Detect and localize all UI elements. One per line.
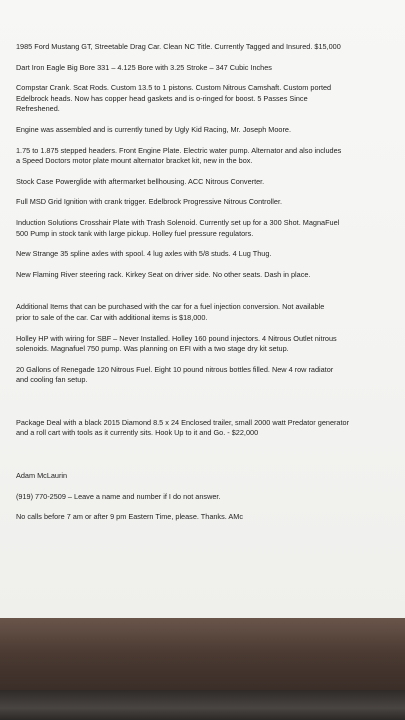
desk-edge: [0, 690, 405, 720]
paragraph: [16, 83, 391, 115]
paragraph: [16, 302, 391, 323]
paragraph: [16, 42, 391, 53]
spacer: [16, 396, 391, 418]
paragraph: [16, 249, 391, 260]
paragraph: [16, 334, 391, 355]
text-line: Package Deal with a black 2015 Diamond 8.5 x 24 Enclosed trailer, small 2000 watt Predator generator: [16, 417, 350, 427]
paragraph: [16, 218, 391, 239]
text-line: Additional Items that can be purchased with the car for a fuel injection conversion. Not available: [16, 302, 325, 312]
contact-hours: No calls before 7 am or after 9 pm Eastern Time, please. Thanks. AMc: [16, 512, 243, 522]
text-line: solenoids. Magnafuel 750 pump. Was planning on EFI with a two stage dry kit setup.: [16, 344, 289, 354]
contact-block: [16, 471, 391, 523]
package-deal: [16, 418, 391, 439]
text-line: New Flaming River steering rack. Kirkey Seat on driver side. No other seats. Dash in place.: [16, 269, 311, 279]
text-line: Full MSD Grid Ignition with crank trigger. Edelbrock Progressive Nitrous Controller.: [16, 197, 283, 207]
text-line: 1985 Ford Mustang GT, Streetable Drag Car. Clean NC Title. Currently Tagged and Insured. $15,000: [16, 42, 341, 51]
text-line: Induction Solutions Crosshair Plate with Trash Solenoid. Currently set up for a 300 Shot. MagnaFuel: [16, 217, 340, 227]
paragraph: [16, 197, 391, 208]
paragraph: [16, 270, 391, 281]
text-line: Refreshened.: [16, 104, 60, 114]
paragraph: [16, 125, 391, 136]
text-line: New Strange 35 spline axles with spool. 4 lug axles with 5/8 studs. 4 Lug Thug.: [16, 249, 272, 259]
contact-phone: (919) 770-2509 – Leave a name and number if I do not answer.: [16, 491, 221, 501]
text-line: 1.75 to 1.875 stepped headers. Front Engine Plate. Electric water pump. Alternator and also includes: [16, 145, 342, 155]
text-line: Holley HP with wiring for SBF – Never Installed. Holley 160 pound injectors. 4 Nitrous Outlet nitrous: [16, 333, 337, 343]
vehicle-details: [16, 42, 391, 280]
text-line: prior to sale of the car. Car with additional items is $18,000.: [16, 312, 208, 322]
text-line: Compstar Crank. Scat Rods. Custom 13.5 to 1 pistons. Custom Nitrous Camshaft. Custom ported: [16, 83, 332, 93]
text-line: a Speed Doctors motor plate mount alternator bracket kit, new in the box.: [16, 156, 253, 166]
text-line: and cooling fan setup.: [16, 375, 88, 385]
spacer: [16, 290, 391, 302]
text-line: and a roll cart with tools as it currently sits. Hook Up to it and Go. - $22,000: [16, 428, 259, 438]
text-line: 500 Pump in stock tank with large pickup. Holley fuel pressure regulators.: [16, 228, 254, 238]
paragraph: [16, 177, 391, 188]
paragraph: [16, 365, 391, 386]
paragraph: [16, 63, 391, 74]
spacer: [16, 449, 391, 471]
text-line: 20 Gallons of Renegade 120 Nitrous Fuel. Eight 10 pound nitrous bottles filled. New 4 row radiator: [16, 364, 334, 374]
text-line: Edelbrock heads. Now has copper head gaskets and is o-ringed for boost. 5 Passes Since: [16, 93, 308, 103]
paragraph: [16, 146, 391, 167]
contact-name: Adam McLaurin: [16, 471, 68, 481]
text-line: Engine was assembled and is currently tuned by Ugly Kid Racing, Mr. Joseph Moore.: [16, 124, 291, 134]
additional-items: [16, 302, 391, 386]
text-line: Dart Iron Eagle Big Bore 331 – 4.125 Bore with 3.25 Stroke – 347 Cubic Inches: [16, 62, 272, 72]
text-line: Stock Case Powerglide with aftermarket bellhousing. ACC Nitrous Converter.: [16, 176, 265, 186]
